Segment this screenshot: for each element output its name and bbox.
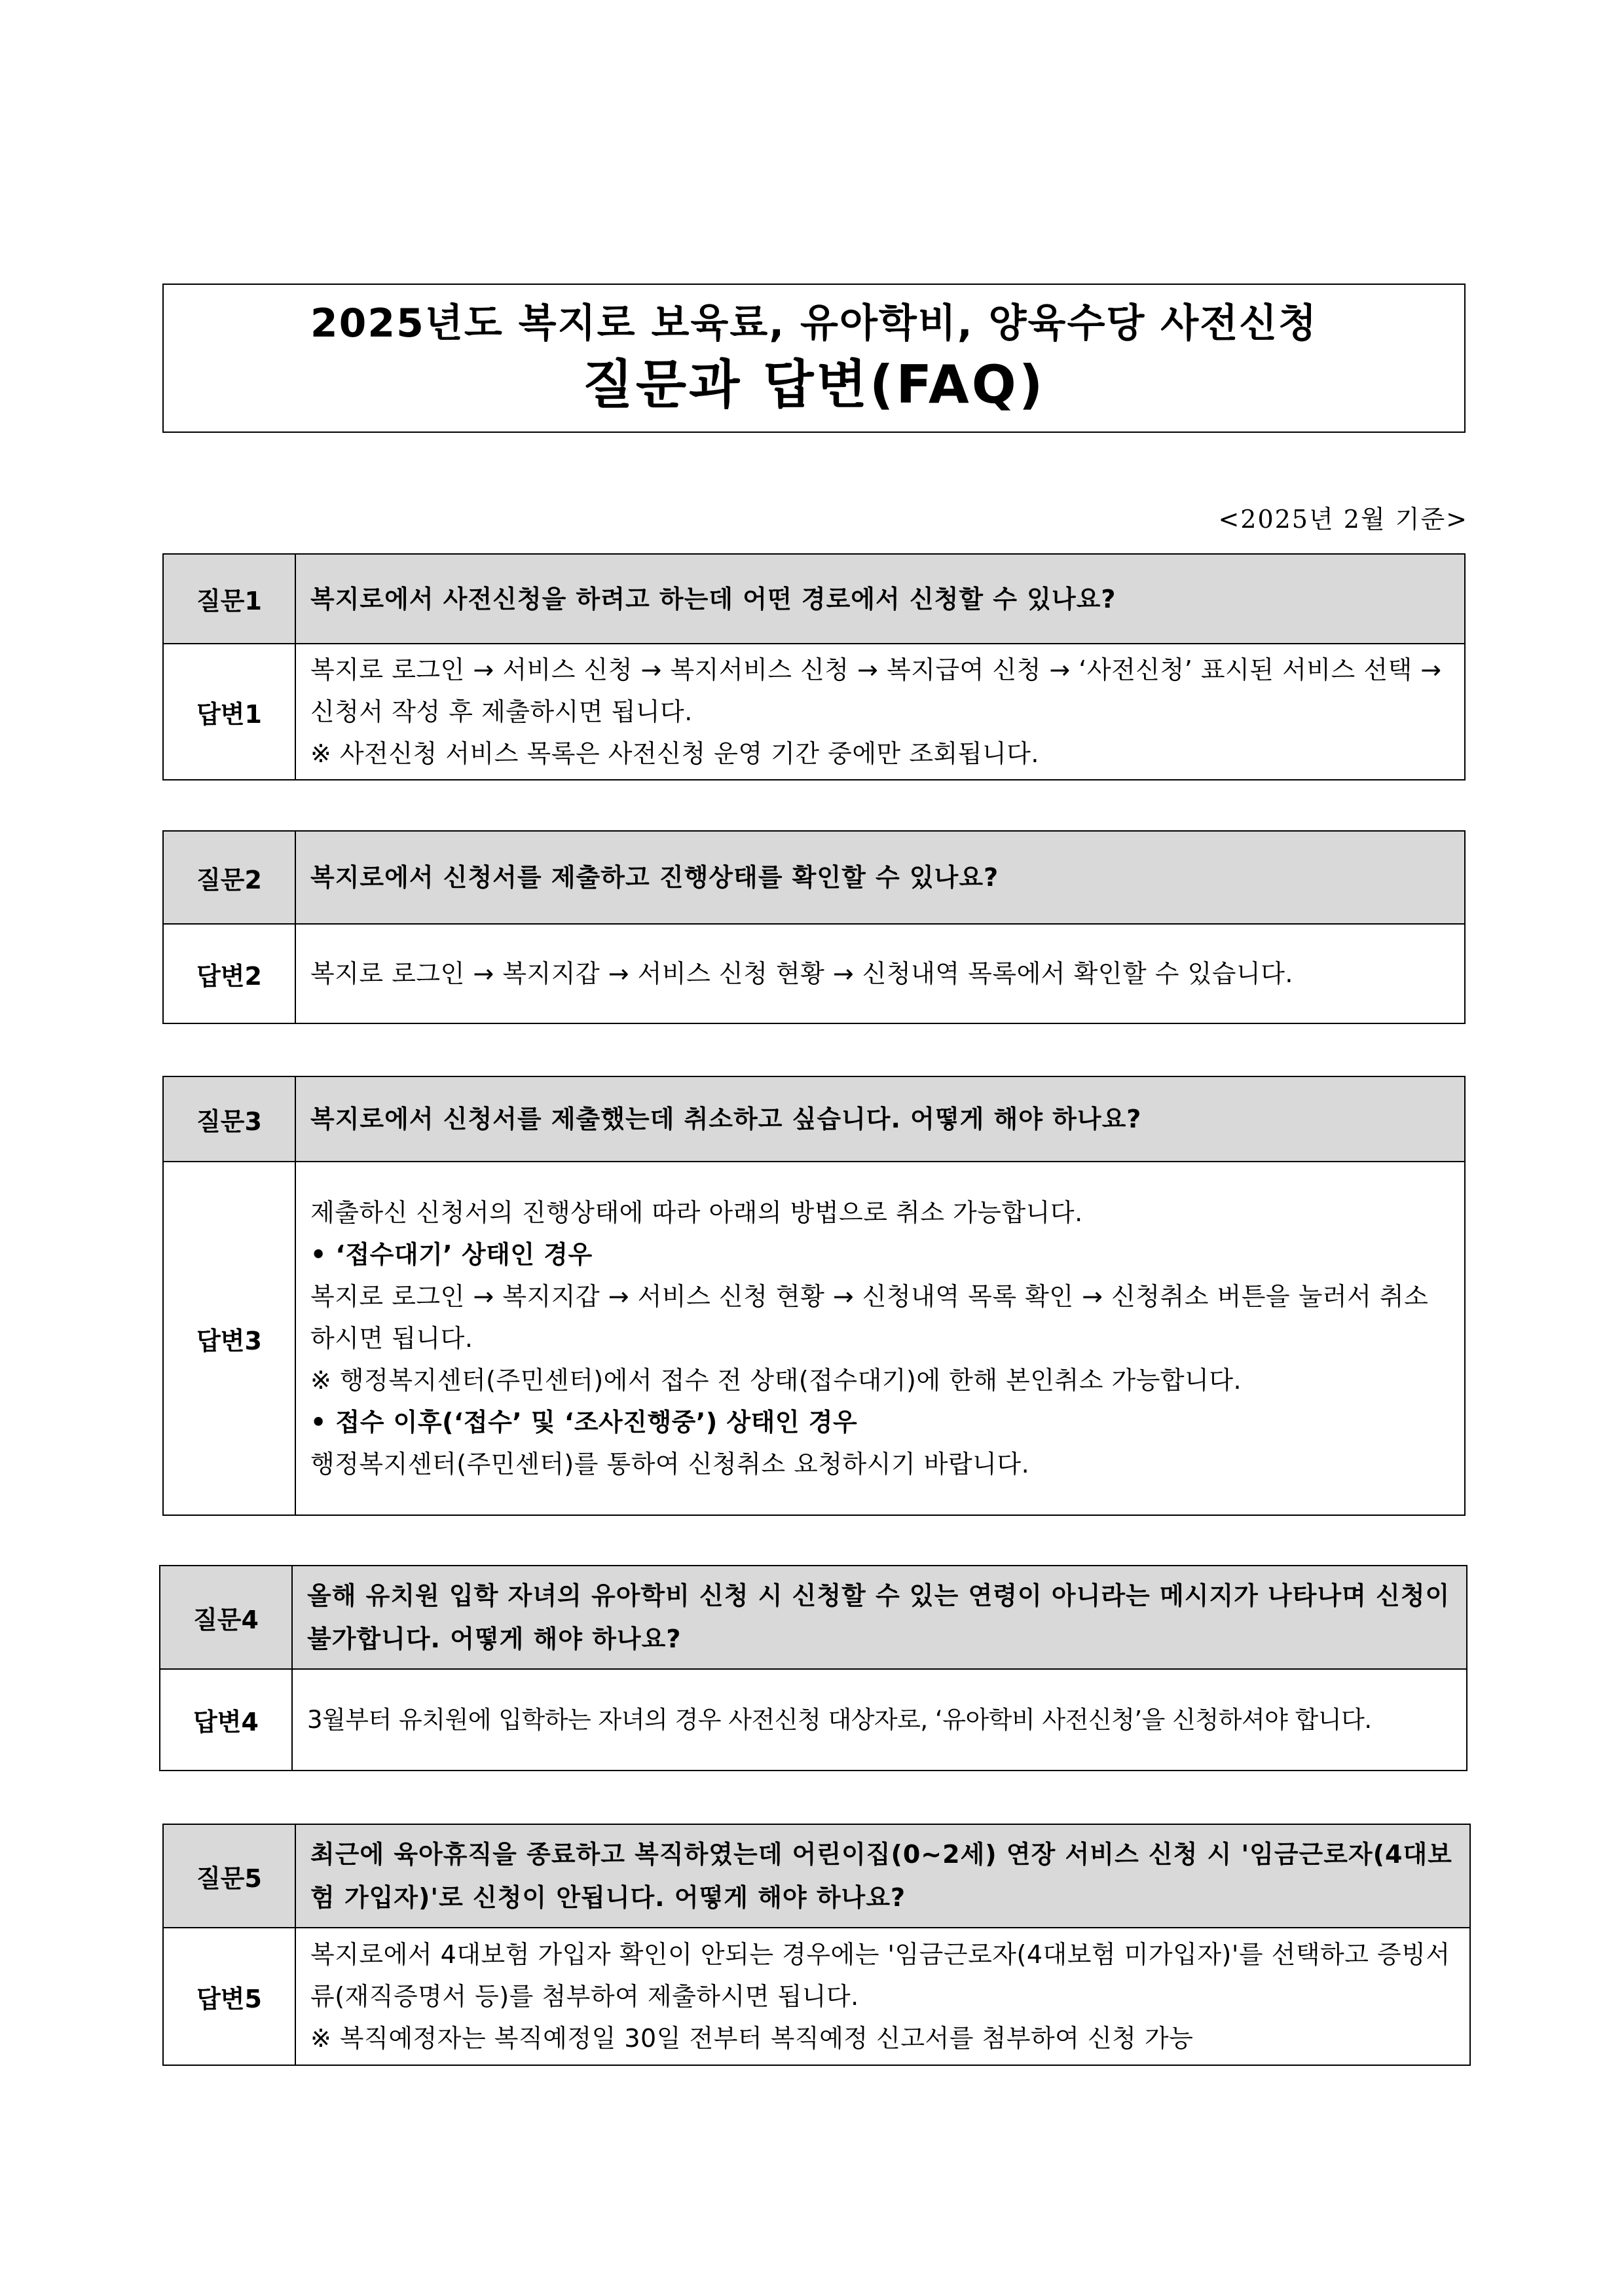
question-label: 질문5 [163,1824,295,1928]
answer-cell [292,1669,1467,1771]
answer-text: 복지로에서 4대보험 가입자 확인이 안되는 경우에는 '임금근로자(4대보험 미가입자)'를 선택하고 증빙서류(재직증명서 등)를 첨부하여 제출하시면 됩니다. [310,1940,1450,2011]
answer-note: ※ 행정복지센터(주민센터)에서 접수 전 상태(접수대기)에 한해 본인취소 가능합니다. [310,1366,1242,1395]
faq-table-4 [159,1565,1467,1771]
faq-table-1 [162,553,1466,780]
answer-text: 복지로 로그인 → 서비스 신청 → 복지서비스 신청 → 복지급여 신청 → ‘사전신청’ 표시된 서비스 선택 → 신청서 작성 후 제출하시면 됩니다. [310,655,1442,726]
question-text: 최근에 육아휴직을 종료하고 복직하였는데 어린이집(0~2세) 연장 서비스 신청 시 '임금근로자(4대보험 가입자)'로 신청이 안됩니다. 어떻게 해야 하나요? [295,1824,1470,1928]
document-subtitle: 질문과 답변(FAQ) [582,354,1046,415]
document-title: 2025년도 복지로 보육료, 유아학비, 양육수당 사전신청 [310,300,1318,346]
answer-note: ※ 복직예정자는 복직예정일 30일 전부터 복직예정 신고서를 첨부하여 신청 가능 [310,2024,1194,2053]
answer-cell [295,924,1465,1023]
question-label: 질문3 [163,1076,295,1162]
answer-note: ※ 사전신청 서비스 목록은 사전신청 운영 기간 중에만 조회됩니다. [310,739,1039,768]
bullet-heading: • ‘접수대기’ 상태인 경우 [310,1240,593,1269]
question-label: 질문4 [160,1566,292,1669]
answer-intro: 제출하신 신청서의 진행상태에 따라 아래의 방법으로 취소 가능합니다. [310,1198,1083,1227]
question-text: 복지로에서 사전신청을 하려고 하는데 어떤 경로에서 신청할 수 있나요? [295,554,1465,644]
answer-text: 복지로 로그인 → 복지지갑 → 서비스 신청 현황 → 신청내역 목록 확인 → 신청취소 버튼을 눌러서 취소하시면 됩니다. [310,1282,1429,1353]
bullet-heading: • 접수 이후(‘접수’ 및 ‘조사진행중’) 상태인 경우 [310,1408,858,1437]
answer-cell [295,1162,1465,1515]
faq-table-3 [162,1076,1466,1516]
answer-label: 답변3 [163,1162,295,1515]
answer-label: 답변2 [163,924,295,1023]
faq-table-5 [162,1824,1471,2066]
title-box [162,284,1466,433]
answer-text: 3월부터 유치원에 입학하는 자녀의 경우 사전신청 대상자로, ‘유아학비 사전신청’을 신청하셔야 합니다. [307,1705,1372,1734]
answer-text: 복지로 로그인 → 복지지갑 → 서비스 신청 현황 → 신청내역 목록에서 확인할 수 있습니다. [310,959,1293,988]
question-label: 질문1 [163,554,295,644]
question-text: 복지로에서 신청서를 제출했는데 취소하고 싶습니다. 어떻게 해야 하나요? [295,1076,1465,1162]
answer-label: 답변1 [163,644,295,780]
faq-table-2 [162,830,1466,1024]
answer-label: 답변5 [163,1928,295,2065]
question-text: 올해 유치원 입학 자녀의 유아학비 신청 시 신청할 수 있는 연령이 아니라는 메시지가 나타나며 신청이 불가합니다. 어떻게 해야 하나요? [292,1566,1467,1669]
answer-label: 답변4 [160,1669,292,1771]
answer-cell [295,1928,1470,2065]
question-label: 질문2 [163,831,295,924]
question-text: 복지로에서 신청서를 제출하고 진행상태를 확인할 수 있나요? [295,831,1465,924]
date-note: <2025년 2월 기준> [1218,505,1468,534]
answer-text: 행정복지센터(주민센터)를 통하여 신청취소 요청하시기 바랍니다. [310,1450,1030,1478]
answer-cell [295,644,1465,780]
